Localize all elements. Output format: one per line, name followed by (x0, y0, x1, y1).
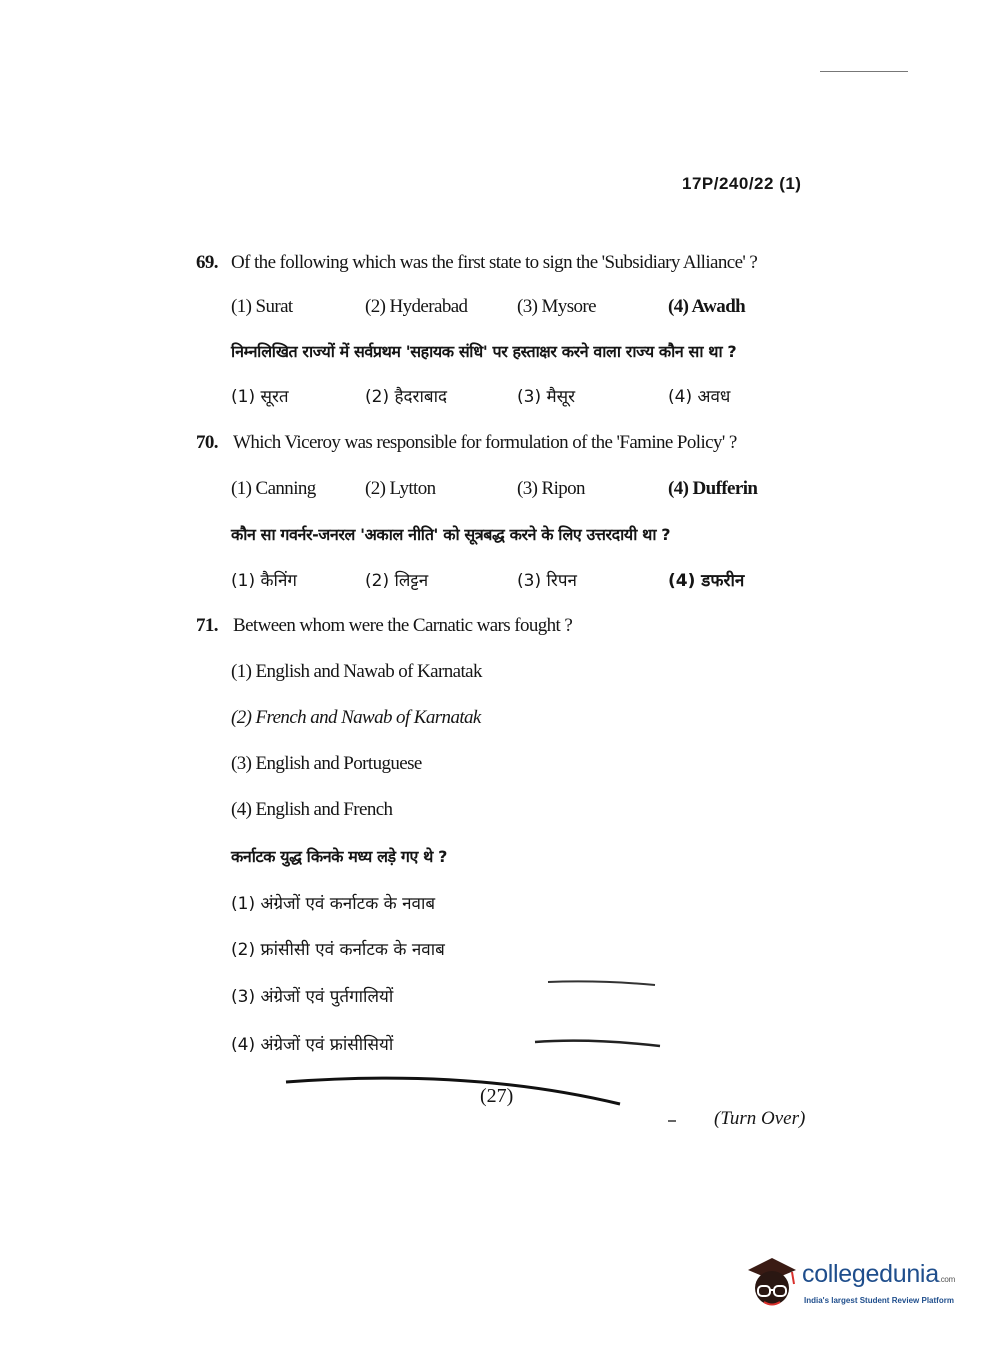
mascot-icon (742, 1252, 802, 1312)
collegedunia-logo[interactable] (742, 1252, 972, 1312)
question-number: 70. (196, 432, 218, 453)
option-en: (4) Awadh (668, 296, 746, 317)
option-hi: (3) मैसूर (517, 387, 576, 407)
turn-over-note: (Turn Over) (714, 1108, 806, 1129)
paper-code: 17P/240/22 (1) (682, 174, 802, 193)
logo-tagline: India's largest Student Review Platform (804, 1296, 954, 1305)
option-hi: (1) सूरत (231, 387, 289, 407)
option-hi: (3) अंग्रेजों एवं पुर्तगालियों (231, 987, 394, 1007)
question-number: 69. (196, 252, 218, 273)
option-hi: (4) अवध (668, 387, 731, 407)
logo-name: collegedunia.com (802, 1260, 955, 1288)
option-en: (2) French and Nawab of Karnatak (231, 707, 481, 728)
option-en: (2) Hyderabad (365, 296, 468, 317)
option-en: (4) Dufferin (668, 478, 758, 499)
option-hi: (1) अंग्रेजों एवं कर्नाटक के नवाब (231, 894, 436, 914)
question-text-hi: कौन सा गवर्नर-जनरल 'अकाल नीति' को सूत्रबद्ध करने के लिए उत्तरदायी था ? (231, 525, 671, 544)
option-hi: (4) डफरीन (668, 571, 745, 591)
option-en: (1) Canning (231, 478, 316, 499)
page-number: (27) (480, 1085, 514, 1107)
question-text-en: Which Viceroy was responsible for formulation of the 'Famine Policy' ? (233, 432, 737, 453)
option-en: (3) Ripon (517, 478, 585, 499)
option-en: (3) Mysore (517, 296, 596, 317)
option-en: (2) Lytton (365, 478, 436, 499)
option-hi: (2) लिट्टन (365, 571, 429, 591)
option-hi: (4) अंग्रेजों एवं फ्रांसीसियों (231, 1035, 394, 1055)
option-en: (1) English and Nawab of Karnatak (231, 661, 482, 682)
option-hi: (2) हैदराबाद (365, 387, 448, 407)
question-text-hi: निम्नलिखित राज्यों में सर्वप्रथम 'सहायक संधि' पर हस्ताक्षर करने वाला राज्य कौन सा था ? (231, 342, 737, 361)
logo-suffix: .com (938, 1275, 955, 1284)
option-hi: (3) रिपन (517, 571, 577, 591)
question-text-en: Of the following which was the first state to sign the 'Subsidiary Alliance' ? (231, 252, 758, 273)
question-text-hi: कर्नाटक युद्ध किनके मध्य लड़े गए थे ? (231, 847, 447, 866)
question-text-en: Between whom were the Carnatic wars fought ? (233, 615, 573, 636)
option-hi: (2) फ्रांसीसी एवं कर्नाटक के नवाब (231, 940, 445, 960)
option-hi: (1) कैनिंग (231, 571, 297, 591)
option-en: (1) Surat (231, 296, 293, 317)
option-en: (4) English and French (231, 799, 393, 820)
option-en: (3) English and Portuguese (231, 753, 422, 774)
question-number: 71. (196, 615, 218, 636)
